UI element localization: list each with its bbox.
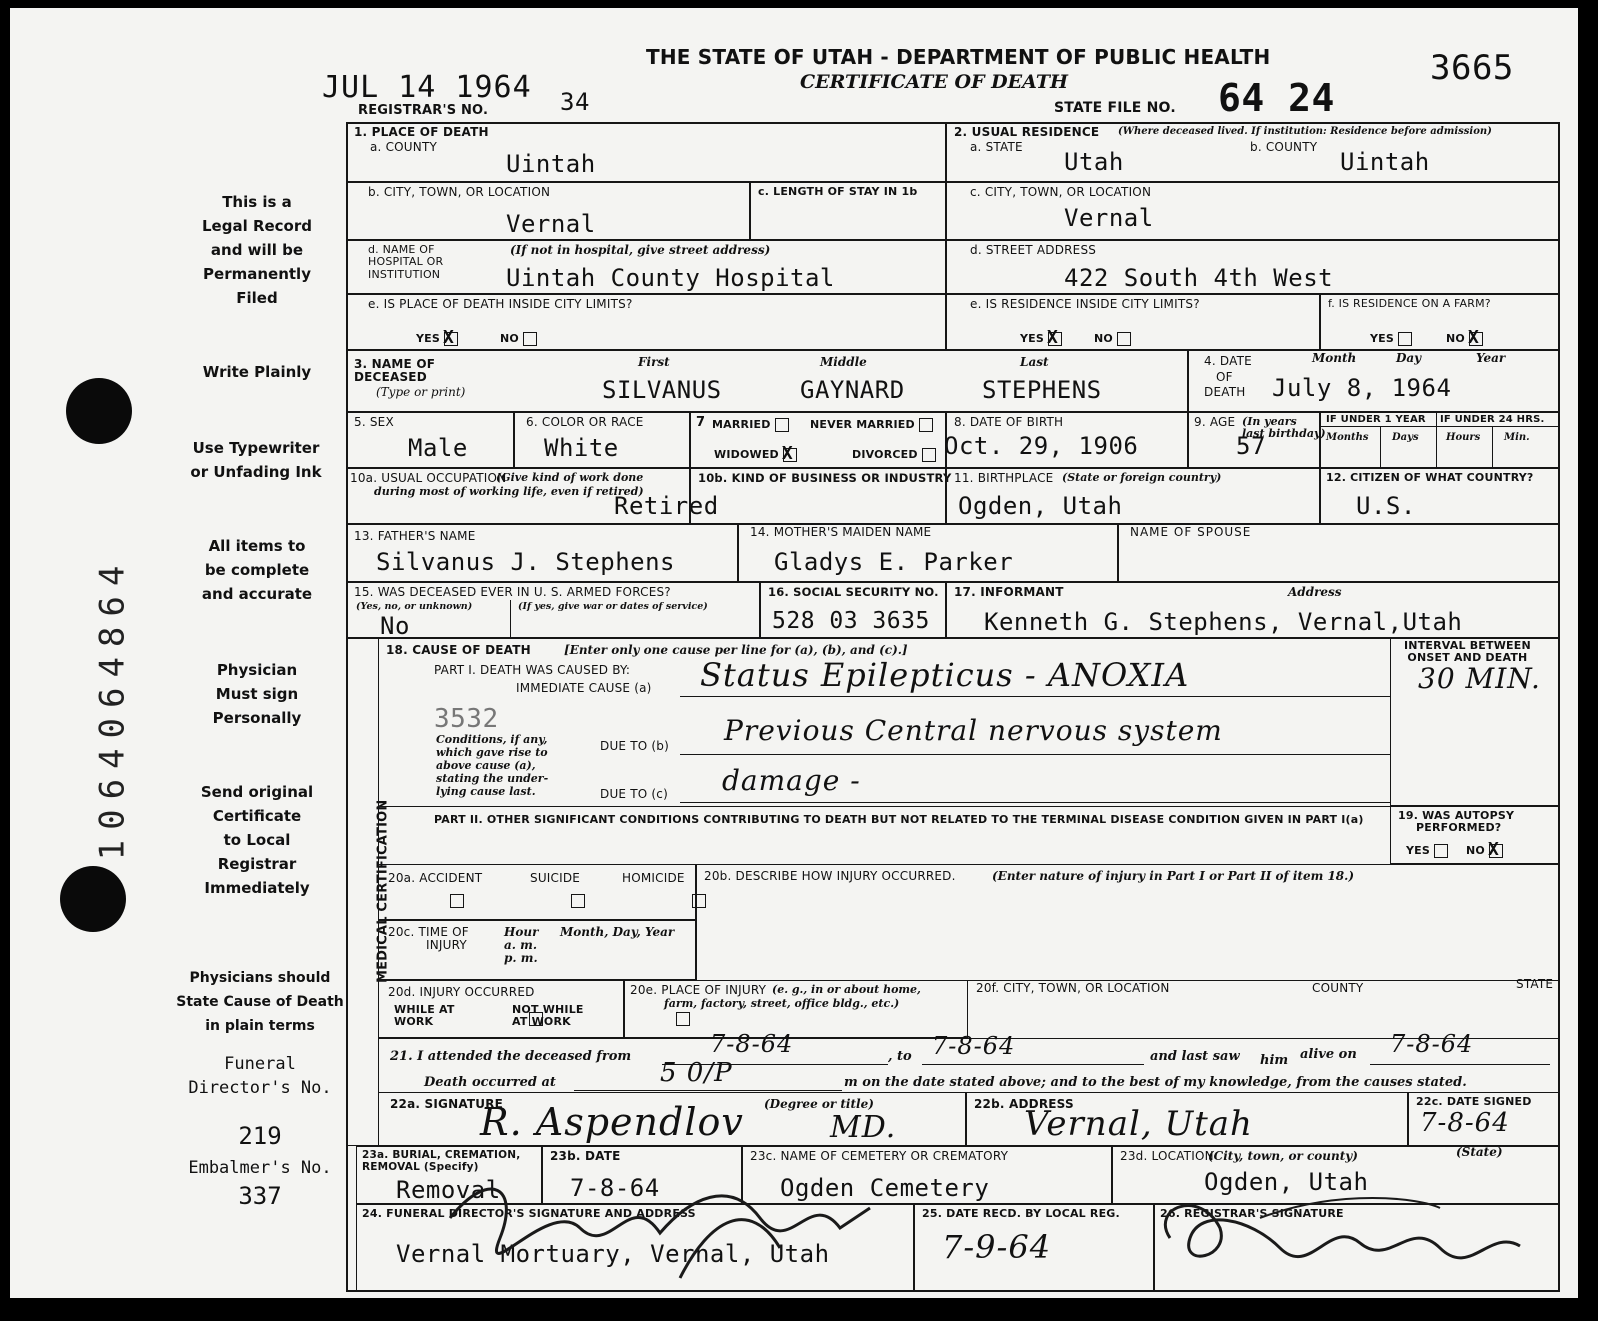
- sex-label: 5. SEX: [354, 415, 394, 429]
- checkbox: [922, 448, 936, 462]
- place-of-injury-note-2: farm, factory, street, office bldg., etc.): [664, 997, 900, 1010]
- checkbox-checked: [1469, 332, 1483, 346]
- ssn-label: 16. SOCIAL SECURITY NO.: [768, 585, 939, 599]
- cause-c-value: damage -: [722, 764, 861, 797]
- place-of-death-label: 1. PLACE OF DEATH: [354, 125, 489, 139]
- burial-location-note: (City, town, or county): [1208, 1149, 1358, 1163]
- burial-label: 23a. BURIAL, CREMATION, REMOVAL (Specify): [362, 1149, 521, 1173]
- name-type-note: (Type or print): [376, 385, 466, 399]
- date-signed-value: 7-8-64: [1420, 1108, 1510, 1138]
- checkbox: [1434, 844, 1448, 858]
- state-cause-note: Physicians should State Cause of Death in plain terms: [176, 970, 344, 1034]
- informant-address-label: Address: [1288, 585, 1342, 599]
- suicide-label: SUICIDE: [530, 871, 581, 885]
- not-while-work-label: NOT WHILE AT WORK: [512, 1003, 584, 1029]
- under-hrs-label: IF UNDER 24 HRS.: [1440, 414, 1545, 425]
- middle-name: GAYNARD: [800, 376, 905, 404]
- place-inside-yes: YES X: [416, 332, 458, 346]
- place-county-label: a. COUNTY: [370, 140, 438, 154]
- physician-signature-label: 22a. SIGNATURE: [390, 1097, 504, 1111]
- hours-label: Hours: [1446, 432, 1481, 443]
- under-year-label: IF UNDER 1 YEAR: [1326, 414, 1426, 425]
- first-name: SILVANUS: [602, 376, 722, 404]
- funeral-director-value: Vernal Mortuary, Vernal, Utah: [396, 1240, 830, 1268]
- birthplace-note: (State or foreign country): [1062, 471, 1222, 484]
- homicide-checkbox: [692, 894, 706, 908]
- months-label: Months: [1326, 432, 1369, 443]
- checkbox-checked: [1048, 332, 1062, 346]
- age-value: 57: [1236, 432, 1266, 460]
- min-label: Min.: [1504, 432, 1530, 443]
- never-married-option: NEVER MARRIED: [810, 418, 933, 432]
- armed-note-2: (If yes, give war or dates of service): [518, 601, 708, 612]
- due-to-b-label: DUE TO (b): [600, 739, 669, 753]
- cause-a-value: Status Epilepticus - ANOXIA: [700, 656, 1190, 694]
- marital-number: 7: [696, 415, 706, 430]
- father-value: Silvanus J. Stephens: [376, 548, 675, 576]
- checkbox: [919, 418, 933, 432]
- while-at-work-label: WHILE AT WORK: [394, 1003, 455, 1029]
- physician-signature: R. Aspendlov: [480, 1100, 744, 1144]
- place-inside-city-label: e. IS PLACE OF DEATH INSIDE CITY LIMITS?: [368, 297, 633, 311]
- res-inside-yes: YES X: [1020, 332, 1062, 346]
- burial-location-label: 23d. LOCATION: [1120, 1149, 1214, 1163]
- cemetery-value: Ogden Cemetery: [780, 1174, 990, 1202]
- cemetery-label: 23c. NAME OF CEMETERY OR CREMATORY: [750, 1149, 1009, 1163]
- send-original-note: Send original Certificate to Local Registrar Immediately: [200, 783, 314, 897]
- date-received-label: 25. DATE RECD. BY LOCAL REG.: [922, 1207, 1120, 1220]
- typewriter-note: Use Typewriter or Unfading Ink: [190, 439, 322, 481]
- write-plainly-note: Write Plainly: [202, 363, 312, 381]
- place-of-injury-note: (e. g., in or about home,: [772, 983, 921, 996]
- father-label: 13. FATHER'S NAME: [354, 529, 476, 543]
- interval-label: INTERVAL BETWEEN ONSET AND DEATH: [1404, 639, 1531, 665]
- sex-value: Male: [408, 434, 468, 462]
- residence-city-label: c. CITY, TOWN, OR LOCATION: [970, 185, 1152, 199]
- hospital-note: (If not in hospital, give street address): [510, 243, 771, 257]
- length-of-stay-label: c. LENGTH OF STAY IN 1b: [758, 185, 918, 198]
- state-title: THE STATE OF UTAH - DEPARTMENT OF PUBLIC HEALTH: [646, 45, 1271, 69]
- cause-note: [Enter only one cause per line for (a), (b), and (c).]: [564, 643, 908, 657]
- place-inside-no: NO: [500, 332, 537, 346]
- describe-injury-note: (Enter nature of injury in Part I or Part II of item 18.): [992, 869, 1355, 883]
- punch-hole: [66, 378, 132, 444]
- certificate-title: CERTIFICATE OF DEATH: [800, 71, 1068, 93]
- cause-a-line: [680, 696, 1390, 697]
- embalmer-no: 337: [238, 1182, 282, 1210]
- alive-on-label: alive on: [1300, 1047, 1357, 1062]
- mother-label: 14. MOTHER'S MAIDEN NAME: [750, 525, 932, 539]
- checkbox: [1398, 332, 1412, 346]
- homicide-label: HOMICIDE: [622, 871, 685, 885]
- year-label: Year: [1476, 351, 1506, 365]
- interval-value: 30 MIN.: [1418, 662, 1541, 695]
- to-line: [922, 1064, 1144, 1065]
- complete-note: All items to be complete and accurate: [201, 537, 313, 603]
- degree-label: (Degree or title): [764, 1097, 874, 1111]
- death-certificate: [10, 8, 1578, 1298]
- occupation-label: 10a. USUAL OCCUPATION: [350, 471, 507, 485]
- occupation-note: (Give kind of work done: [496, 471, 644, 484]
- spouse-label: NAME OF SPOUSE: [1130, 525, 1252, 539]
- informant-label: 17. INFORMANT: [954, 585, 1064, 599]
- residence-state-value: Utah: [1064, 148, 1124, 176]
- date-of-death-label: 4. DATE OF DEATH: [1204, 354, 1252, 400]
- residence-city-value: Vernal: [1064, 204, 1154, 232]
- age-label: 9. AGE: [1194, 415, 1236, 429]
- conditions-note: Conditions, if any, which gave rise to above cause (a), stating the under- lying cause last.: [436, 733, 549, 798]
- informant-value: Kenneth G. Stephens, Vernal,Utah: [984, 608, 1463, 636]
- residence-state-label: a. STATE: [970, 140, 1023, 154]
- registrar-no: 34: [560, 88, 590, 116]
- last-saw-label: and last saw: [1150, 1049, 1240, 1064]
- state-file-label: STATE FILE NO.: [1054, 100, 1176, 116]
- death-time-line: [574, 1090, 842, 1091]
- physician-sign-note: Physician Must sign Personally: [212, 661, 302, 727]
- checkbox-checked: [783, 448, 797, 462]
- divider: [1380, 426, 1381, 468]
- funeral-director-label: 24. FUNERAL DIRECTOR'S SIGNATURE AND ADDRESS: [362, 1207, 696, 1220]
- registrar-signature: [1140, 1178, 1540, 1288]
- checkbox-checked: [1489, 844, 1503, 858]
- divider: [1436, 412, 1437, 468]
- divider: [1492, 426, 1493, 468]
- days-label: Days: [1392, 432, 1419, 443]
- citizen-value: U.S.: [1356, 492, 1416, 520]
- funeral-director-label: Funeral Director's No.: [188, 1054, 332, 1098]
- farm-yes: YES: [1370, 332, 1412, 346]
- physician-address-label: 22b. ADDRESS: [974, 1097, 1074, 1111]
- received-stamp-date: JUL 14 1964: [322, 70, 532, 105]
- autopsy-label: 19. WAS AUTOPSY PERFORMED?: [1398, 809, 1515, 835]
- injury-city-label: 20f. CITY, TOWN, OR LOCATION: [976, 981, 1170, 995]
- residence-county-label: b. COUNTY: [1250, 140, 1318, 154]
- armed-forces-label: 15. WAS DECEASED EVER IN U. S. ARMED FORCES?: [354, 585, 671, 599]
- cause-of-death-label: 18. CAUSE OF DEATH: [386, 643, 531, 657]
- punch-hole: [60, 866, 126, 932]
- race-label: 6. COLOR OR RACE: [526, 415, 644, 429]
- registrar-no-label: REGISTRAR'S NO.: [358, 103, 489, 118]
- death-occurred-label: Death occurred at: [424, 1075, 556, 1090]
- funeral-director-signature: [430, 1158, 910, 1298]
- place-city-label: b. CITY, TOWN, OR LOCATION: [368, 185, 551, 199]
- checkbox: [523, 332, 537, 346]
- res-inside-no: NO: [1094, 332, 1131, 346]
- part-one-label: PART I. DEATH WAS CAUSED BY:: [434, 663, 631, 677]
- part-two-label: PART II. OTHER SIGNIFICANT CONDITIONS CONTRIBUTING TO DEATH BUT NOT RELATED TO THE TERMINAL DISEASE CONDITION GIVEN IN PART I(a): [434, 813, 1364, 826]
- married-option: MARRIED: [712, 418, 789, 432]
- street-value: 422 South 4th West: [1064, 264, 1334, 292]
- armed-forces-value: No: [380, 612, 410, 640]
- race-value: White: [544, 434, 619, 462]
- suicide-checkbox: [571, 894, 585, 908]
- alive-on-value: 7-8-64: [1390, 1030, 1474, 1058]
- occupation-value: Retired: [614, 492, 719, 520]
- due-to-c-label: DUE TO (c): [600, 787, 668, 801]
- age-note: (In years last birthday): [1242, 415, 1326, 441]
- cause-b-value: Previous Central nervous system: [724, 714, 1223, 747]
- farm-no: NO X: [1446, 332, 1483, 346]
- last-name: STEPHENS: [982, 376, 1102, 404]
- medical-certification-label: MEDICAL CERTIFICATION: [375, 799, 391, 984]
- burial-location-value: Ogden, Utah: [1204, 1168, 1369, 1196]
- middle-label: Middle: [820, 355, 867, 369]
- hospital-label: d. NAME OF HOSPITAL OR INSTITUTION: [368, 243, 444, 281]
- birthplace-value: Ogden, Utah: [958, 492, 1123, 520]
- corner-number: 3665: [1430, 48, 1514, 88]
- embalmer-label: Embalmer's No.: [188, 1158, 332, 1178]
- date-signed-label: 22c. DATE SIGNED: [1416, 1095, 1532, 1108]
- widowed-option: WIDOWED X: [714, 448, 797, 462]
- divider: [1320, 426, 1560, 427]
- dob-label: 8. DATE OF BIRTH: [954, 415, 1064, 429]
- armed-note-1: (Yes, no, or unknown): [356, 601, 473, 612]
- immediate-cause-label: IMMEDIATE CAUSE (a): [516, 681, 652, 695]
- attended-from-label: 21. I attended the deceased from: [390, 1049, 632, 1064]
- farm-label: f. IS RESIDENCE ON A FARM?: [1328, 297, 1491, 310]
- cause-c-line: [680, 802, 1390, 803]
- accident-checkbox: [450, 894, 464, 908]
- street-label: d. STREET ADDRESS: [970, 243, 1097, 257]
- burial-value: Removal: [396, 1176, 501, 1204]
- name-label: 3. NAME OF DECEASED: [354, 357, 436, 385]
- hour-label: Hour a. m. p. m.: [504, 925, 539, 966]
- attended-to-value: 7-8-64: [932, 1032, 1016, 1060]
- occupation-note-2: during most of working life, even if retired): [374, 485, 644, 498]
- injury-occurred-label: 20d. INJURY OCCURRED: [388, 985, 535, 999]
- month-label: Month: [1312, 351, 1357, 365]
- mother-value: Gladys E. Parker: [774, 548, 1014, 576]
- physician-degree: MD.: [830, 1110, 897, 1145]
- him-label: him: [1260, 1053, 1289, 1068]
- divider: [696, 864, 697, 980]
- time-of-injury-label: 20c. TIME OF INJURY: [388, 925, 469, 953]
- burial-date-label: 23b. DATE: [550, 1149, 621, 1163]
- dob-value: Oct. 29, 1906: [944, 432, 1139, 460]
- usual-residence-label: 2. USUAL RESIDENCE: [954, 125, 1100, 139]
- usual-residence-note: (Where deceased lived. If institution: Residence before admission): [1118, 126, 1492, 137]
- hospital-value: Uintah County Hospital: [506, 264, 835, 292]
- business-label: 10b. KIND OF BUSINESS OR INDUSTRY: [698, 471, 952, 485]
- birthplace-label: 11. BIRTHPLACE: [954, 471, 1054, 485]
- injury-state-label: STATE: [1516, 977, 1554, 991]
- date-stated-label: m on the date stated above; and to the best of my knowledge, from the causes stated.: [844, 1075, 1467, 1090]
- divorced-option: DIVORCED: [852, 448, 936, 462]
- describe-injury-label: 20b. DESCRIBE HOW INJURY OCCURRED.: [704, 869, 956, 883]
- citizen-label: 12. CITIZEN OF WHAT COUNTRY?: [1326, 471, 1534, 484]
- first-label: First: [638, 355, 670, 369]
- autopsy-yes: YES: [1406, 844, 1448, 858]
- checkbox: [1117, 332, 1131, 346]
- autopsy-no: NO X: [1466, 844, 1503, 858]
- res-inside-city-label: e. IS RESIDENCE INSIDE CITY LIMITS?: [970, 297, 1200, 311]
- mdy-label: Month, Day, Year: [560, 925, 675, 939]
- checkbox: [775, 418, 789, 432]
- cause-code: 3532: [434, 704, 499, 734]
- burial-date-value: 7-8-64: [570, 1174, 660, 1202]
- death-time-value: 5 0/P: [660, 1058, 733, 1088]
- ssn-value: 528 03 3635: [772, 608, 930, 634]
- vertical-certificate-number: 1064064864: [92, 555, 133, 861]
- funeral-director-no: 219: [238, 1122, 282, 1150]
- physician-address: Vernal, Utah: [1024, 1104, 1253, 1144]
- legal-record-note: This is a Legal Record and will be Permanently Filed: [201, 193, 312, 307]
- burial-state-note: (State): [1456, 1145, 1503, 1159]
- state-file-no: 64 24: [1218, 76, 1335, 120]
- date-of-death: July 8, 1964: [1272, 374, 1452, 402]
- last-label: Last: [1020, 355, 1049, 369]
- divider: [378, 806, 1560, 807]
- residence-county-value: Uintah: [1340, 148, 1430, 176]
- accident-label: 20a. ACCIDENT: [388, 871, 483, 885]
- to-label: , to: [888, 1049, 912, 1064]
- alive-on-line: [1370, 1064, 1550, 1065]
- divider: [510, 600, 511, 638]
- attended-from-value: 7-8-64: [710, 1030, 794, 1058]
- place-city-value: Vernal: [506, 210, 596, 238]
- injury-county-label: COUNTY: [1312, 981, 1364, 995]
- registrar-signature-label: 26. REGISTRAR'S SIGNATURE: [1160, 1207, 1344, 1220]
- checkbox-checked: [444, 332, 458, 346]
- day-label: Day: [1396, 351, 1422, 365]
- cause-b-line: [680, 754, 1390, 755]
- place-county-value: Uintah: [506, 150, 596, 178]
- date-received-value: 7-9-64: [942, 1228, 1052, 1266]
- place-of-injury-label: 20e. PLACE OF INJURY: [630, 983, 767, 997]
